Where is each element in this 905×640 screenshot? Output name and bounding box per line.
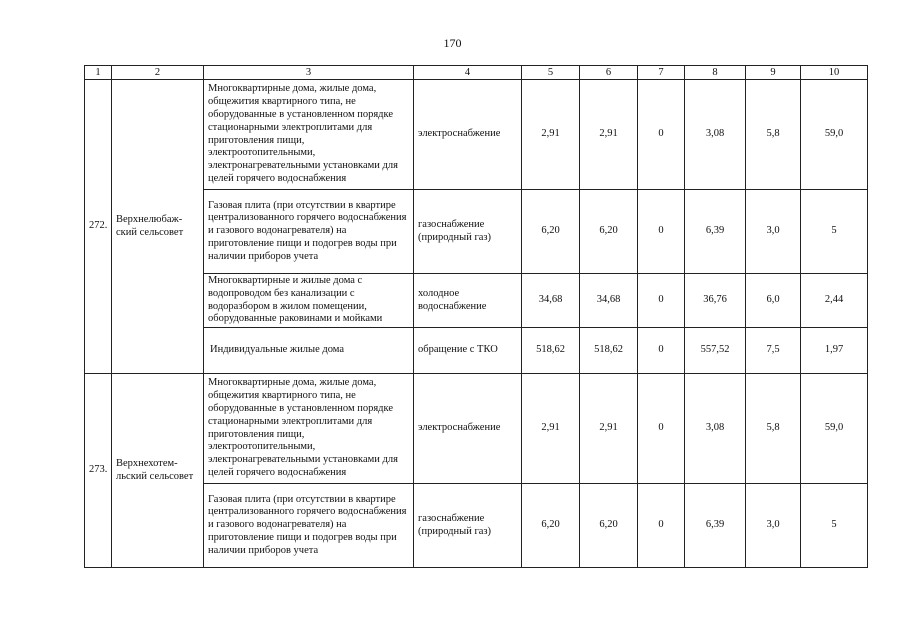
housing-description: Многоквартирные дома, жилые дома, общежития квартирного типа, не оборудованные в установленном порядке стационарными электроплитами для приготовления пищи, электроотопительными, электронагревательными установками для целей горячего водоснабжения [204, 80, 414, 190]
value-cell: 59,0 [801, 80, 868, 190]
value-cell: 2,44 [801, 274, 868, 328]
utility-service: обращение с ТКО [414, 328, 522, 374]
value-cell: 518,62 [522, 328, 580, 374]
value-cell: 6,20 [580, 190, 638, 274]
value-cell: 0 [638, 484, 685, 568]
utility-service: холодное водоснабжение [414, 274, 522, 328]
value-cell: 3,08 [685, 80, 746, 190]
value-cell: 0 [638, 328, 685, 374]
value-cell: 5 [801, 484, 868, 568]
housing-description: Газовая плита (при отсутствии в квартире централизованного горячего водоснабжения и газового водонагревателя) на приготовление пищи и подогрев воды при наличии приборов учета [204, 190, 414, 274]
page-number: 170 [443, 36, 462, 50]
tariff-table [84, 65, 868, 568]
value-cell: 5 [801, 190, 868, 274]
group-number: 272. [85, 80, 112, 374]
value-cell: 6,39 [685, 190, 746, 274]
value-cell: 6,0 [746, 274, 801, 328]
settlement-name: Верхнехотем-льский сельсовет [112, 374, 204, 568]
table-row [85, 80, 868, 190]
value-cell: 6,20 [522, 484, 580, 568]
column-header: 2 [112, 66, 204, 80]
column-header: 8 [685, 66, 746, 80]
column-header: 1 [85, 66, 112, 80]
settlement-name: Верхнелюбаж-ский сельсовет [112, 80, 204, 374]
utility-service: газоснабжение (природный газ) [414, 484, 522, 568]
value-cell: 0 [638, 190, 685, 274]
value-cell: 2,91 [580, 374, 638, 484]
value-cell: 1,97 [801, 328, 868, 374]
value-cell: 5,8 [746, 374, 801, 484]
housing-description: Газовая плита (при отсутствии в квартире централизованного горячего водоснабжения и газового водонагревателя) на приготовление пищи и подогрев воды при наличии приборов учета [204, 484, 414, 568]
value-cell: 34,68 [522, 274, 580, 328]
column-header: 9 [746, 66, 801, 80]
value-cell: 36,76 [685, 274, 746, 328]
utility-service: электроснабжение [414, 374, 522, 484]
value-cell: 2,91 [522, 80, 580, 190]
value-cell: 3,0 [746, 190, 801, 274]
value-cell: 2,91 [580, 80, 638, 190]
column-header: 6 [580, 66, 638, 80]
group-number: 273. [85, 374, 112, 568]
value-cell: 6,20 [580, 484, 638, 568]
column-header: 4 [414, 66, 522, 80]
value-cell: 518,62 [580, 328, 638, 374]
value-cell: 6,20 [522, 190, 580, 274]
column-header: 10 [801, 66, 868, 80]
value-cell: 7,5 [746, 328, 801, 374]
utility-service: газоснабжение (природный газ) [414, 190, 522, 274]
value-cell: 0 [638, 80, 685, 190]
column-header: 5 [522, 66, 580, 80]
value-cell: 6,39 [685, 484, 746, 568]
housing-description: Многоквартирные и жилые дома с водопроводом без канализации с водоразбором в жилом помещении, оборудованные раковинами и мойками [204, 274, 414, 328]
value-cell: 34,68 [580, 274, 638, 328]
table-row [85, 374, 868, 484]
utility-service: электроснабжение [414, 80, 522, 190]
value-cell: 59,0 [801, 374, 868, 484]
value-cell: 2,91 [522, 374, 580, 484]
value-cell: 557,52 [685, 328, 746, 374]
value-cell: 3,0 [746, 484, 801, 568]
column-header: 3 [204, 66, 414, 80]
header-row [85, 66, 868, 80]
value-cell: 5,8 [746, 80, 801, 190]
housing-description: Индивидуальные жилые дома [204, 328, 414, 374]
housing-description: Многоквартирные дома, жилые дома, общежития квартирного типа, не оборудованные в установленном порядке стационарными электроплитами для приготовления пищи, электроотопительными, электронагревательными установками для целей горячего водоснабжения [204, 374, 414, 484]
column-header: 7 [638, 66, 685, 80]
value-cell: 0 [638, 374, 685, 484]
value-cell: 3,08 [685, 374, 746, 484]
value-cell: 0 [638, 274, 685, 328]
